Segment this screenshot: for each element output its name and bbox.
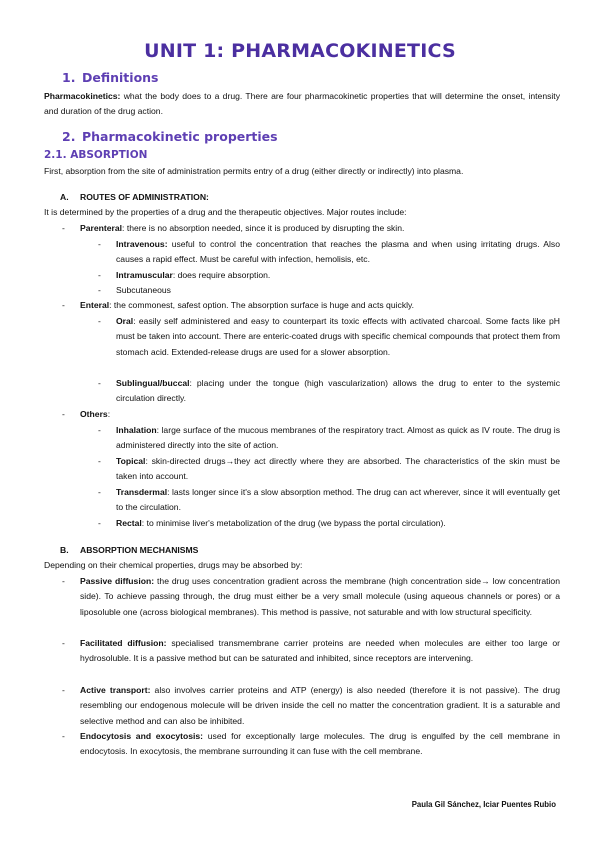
item-term: Enteral — [80, 300, 110, 310]
item-text: : does require absorption. — [172, 270, 271, 280]
list-item-endocytosis — [80, 729, 560, 760]
heading-letter: A. — [60, 192, 69, 202]
item-term: Sublingual/buccal — [116, 378, 190, 388]
item-text: : placing under the tongue (high vascularization) allows the drug to enter to the systemic circulation directly. — [116, 378, 560, 404]
list-item-facilitated-diffusion — [80, 636, 560, 667]
list-dash: - — [98, 456, 101, 466]
list-item-rectal — [116, 516, 560, 531]
list-dash: - — [62, 300, 65, 310]
list-dash: - — [98, 518, 101, 528]
list-item-subcutaneous: Subcutaneous — [116, 285, 171, 295]
list-item-oral — [116, 314, 560, 360]
item-text: : the commonest, safest option. The absorption surface is huge and acts quickly. — [109, 300, 415, 310]
item-text: : — [107, 409, 111, 419]
list-dash: - — [62, 576, 65, 586]
item-term: Topical — [116, 456, 146, 466]
item-text: specialised transmembrane carrier proteins are needed when molecules are either too large or hydrosoluble. It is a passive method but can be saturated and inhibited, since receptors are intervening. — [80, 638, 560, 664]
section-title: Definitions — [82, 70, 159, 85]
item-text: the drug uses concentration gradient across the membrane (high concentration side→ low concentration side). To achieve passing through, the drug must either be a very small molecule (using aqueous channels or pores) or a liposoluble one (across biological membranes). This method is passive, not saturable and with low structural specificity. — [80, 576, 560, 617]
routes-heading — [44, 192, 209, 202]
list-dash: - — [62, 731, 65, 741]
list-dash: - — [98, 270, 101, 280]
list-dash: - — [62, 685, 65, 695]
item-term: Oral — [116, 316, 134, 326]
heading-letter: B. — [60, 545, 69, 555]
item-text: : large surface of the mucous membranes of the respiratory tract. Almost as quick as IV route. The drug is administered directly into the site of action. — [116, 425, 560, 451]
definition-paragraph — [44, 89, 560, 120]
item-term: Facilitated diffusion: — [80, 638, 167, 648]
section-number: 2. — [62, 129, 76, 144]
list-dash: - — [98, 239, 101, 249]
item-term: Transdermal — [116, 487, 168, 497]
absorption-intro: First, absorption from the site of administration permits entry of a drug (either directly or indirectly) into plasma. — [44, 166, 464, 176]
item-text: : easily self administered and easy to counterpart its toxic effects with activated charcoal. Some facts like pH must be taken into account. There are enteric-coated drugs with specific chemical compounds that protect them from stomach acid. Extended-release drugs are used for a slower absorption. — [116, 316, 560, 357]
item-term: Active transport: — [80, 685, 151, 695]
section-number: 1. — [62, 70, 76, 85]
item-text: : skin-directed drugs→they act directly where they are absorbed. The characteristics of the skin must be taken into account. — [116, 456, 560, 482]
item-term: Rectal — [116, 518, 142, 528]
list-dash: - — [98, 316, 101, 326]
list-item-intramuscular — [116, 268, 560, 283]
subsection-absorption-heading: 2.1. ABSORPTION — [44, 149, 148, 161]
list-dash: - — [62, 223, 65, 233]
item-text: : there is no absorption needed, since it is produced by disrupting the skin. — [122, 223, 405, 233]
item-term: Inhalation — [116, 425, 157, 435]
list-item-parenteral — [80, 221, 560, 236]
list-item-transdermal — [116, 485, 560, 516]
definition-text: what the body does to a drug. There are four pharmacokinetic properties that will determine the onset, intensity and duration of the drug action. — [44, 91, 560, 117]
item-term: Others — [80, 409, 108, 419]
list-item-inhalation — [116, 423, 560, 454]
definition-term: Pharmacokinetics: — [44, 91, 121, 101]
list-item-topical — [116, 454, 560, 485]
item-text: : to minimise liver's metabolization of the drug (we bypass the portal circulation). — [141, 518, 446, 528]
section-title: Pharmacokinetic properties — [82, 129, 278, 144]
footer-authors: Paula Gil Sánchez, Iciar Puentes Rubio — [411, 800, 556, 809]
list-dash: - — [98, 378, 101, 388]
list-item-sublingual — [116, 376, 560, 407]
list-item-passive-diffusion — [80, 574, 560, 620]
list-dash: - — [98, 487, 101, 497]
mechanisms-intro: Depending on their chemical properties, drugs may be absorbed by: — [44, 560, 303, 570]
item-text: used for exceptionally large molecules. The drug is engulfed by the cell membrane in endocytosis. In exocytosis, the membrane surrounding it can fuse with the cell membrane. — [80, 731, 560, 757]
section-definitions-heading — [62, 70, 159, 85]
list-item-others — [80, 407, 560, 422]
list-item-enteral — [80, 298, 560, 313]
heading-title: ABSORPTION MECHANISMS — [80, 545, 199, 555]
item-text: also involves carrier proteins and ATP (energy) is also needed (therefore it is not passive). The drug resembling our endogenous molecule will be driven inside the cell no matter the concentration gradient. It is a saturable and selective method and can also be inhibited. — [80, 685, 560, 726]
item-term: Parenteral — [80, 223, 123, 233]
item-term: Endocytosis and exocytosis: — [80, 731, 204, 741]
list-item-active-transport — [80, 683, 560, 729]
list-dash: - — [62, 409, 65, 419]
list-dash: - — [62, 638, 65, 648]
list-item-intravenous — [116, 237, 560, 268]
item-term: Intravenous: — [116, 239, 168, 249]
list-dash: - — [98, 285, 101, 295]
item-term: Passive diffusion: — [80, 576, 155, 586]
item-text: : lasts longer since it's a slow absorption method. The drug can act wherever, since it will eventually get to the circulation. — [116, 487, 560, 513]
list-dash: - — [98, 425, 101, 435]
mechanisms-heading — [44, 545, 198, 555]
routes-intro: It is determined by the properties of a drug and the therapeutic objectives. Major routes include: — [44, 207, 407, 217]
item-text: useful to control the concentration that reaches the plasma and when using irritating drugs. Also causes a rapid effect. Must be careful with infection, hemolisis, etc. — [116, 239, 560, 265]
item-term: Intramuscular — [116, 270, 173, 280]
section-properties-heading — [62, 129, 278, 144]
page-title: UNIT 1: PHARMACOKINETICS — [144, 40, 456, 62]
heading-title: ROUTES OF ADMINISTRATION: — [80, 192, 209, 202]
